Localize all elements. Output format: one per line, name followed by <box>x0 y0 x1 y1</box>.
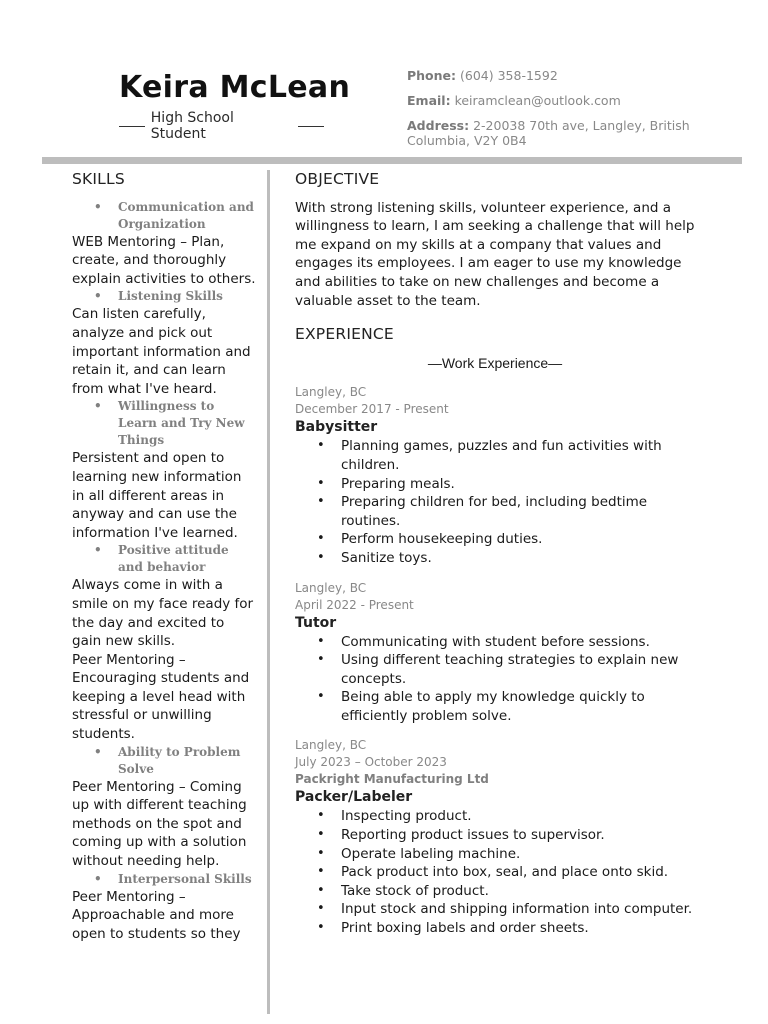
duty-text: Preparing meals. <box>341 475 455 492</box>
address-line2: Columbia, V2Y 0B4 <box>407 133 527 148</box>
job-duties <box>295 807 710 937</box>
skill-heading <box>72 744 257 778</box>
bullet-icon: • <box>317 549 325 565</box>
job-duties <box>295 437 710 567</box>
duty-item <box>295 826 710 845</box>
bullet-icon: • <box>317 689 325 705</box>
bullet-icon: • <box>317 827 325 843</box>
job-location: Langley, BC <box>295 385 367 400</box>
subtitle-rule-left <box>119 126 145 127</box>
skill-item <box>72 288 257 398</box>
address-label: Address: <box>407 118 470 133</box>
column-divider <box>267 170 270 1014</box>
duty-text: Pack product into box, seal, and place onto skid. <box>341 864 669 881</box>
skill-item <box>72 871 257 944</box>
skill-heading <box>72 398 257 449</box>
duty-item <box>295 863 710 882</box>
duty-text: Using different teaching strategies to explain new concepts. <box>341 652 679 687</box>
phone-label: Phone: <box>407 68 457 83</box>
objective-title: OBJECTIVE <box>295 170 380 188</box>
skill-description: Peer Mentoring – Coming up with different teaching methods on the spot and coming up with a solution without needing help. <box>72 778 247 870</box>
contact-block <box>407 68 707 158</box>
duty-item <box>295 900 710 919</box>
bullet-icon: • <box>94 543 102 558</box>
job-title: Packer/Labeler <box>295 789 413 806</box>
job-entry <box>295 384 710 567</box>
bullet-icon: • <box>94 399 102 414</box>
skill-description: Can listen carefully, analyze and pick out important information and retain it, and can learn from what I've heard. <box>72 306 251 397</box>
resume-name: Keira McLean <box>119 70 351 105</box>
bullet-icon: • <box>317 864 325 880</box>
bullet-icon: • <box>317 531 325 547</box>
contact-email <box>407 93 707 108</box>
bullet-icon: • <box>317 438 325 454</box>
duty-item <box>295 549 710 568</box>
bullet-icon: • <box>94 199 102 214</box>
bullet-icon: • <box>94 744 102 759</box>
duty-text: Planning games, puzzles and fun activities with children. <box>341 438 662 473</box>
header-divider <box>42 157 742 164</box>
bullet-icon: • <box>317 633 325 649</box>
skill-item <box>72 398 257 542</box>
job-entry <box>295 580 710 726</box>
duty-item <box>295 882 710 901</box>
email-value: keiramclean@outlook.com <box>454 93 621 108</box>
duty-item <box>295 688 710 725</box>
phone-value: (604) 358-1592 <box>460 68 558 83</box>
duty-text: Inspecting product. <box>341 808 472 825</box>
email-label: Email: <box>407 93 451 108</box>
job-dates: April 2022 - Present <box>295 597 414 612</box>
job-location: Langley, BC <box>295 580 367 595</box>
duty-item <box>295 437 710 474</box>
subtitle-text: High School Student <box>150 110 234 142</box>
job-location: Langley, BC <box>295 738 367 753</box>
skills-column <box>72 170 257 943</box>
duty-item <box>295 845 710 864</box>
work-experience-subtitle: —Work Experience— <box>427 354 563 371</box>
duty-text: Operate labeling machine. <box>341 845 521 862</box>
job-title: Babysitter <box>295 419 378 436</box>
bullet-icon: • <box>317 808 325 824</box>
subtitle-rule-right <box>298 126 324 127</box>
bullet-icon: • <box>317 882 325 898</box>
job-title: Tutor <box>295 614 337 631</box>
skill-heading-text: Communication and Organization <box>118 199 254 231</box>
skill-heading <box>72 542 257 576</box>
bullet-icon: • <box>317 845 325 861</box>
duty-item <box>295 493 710 530</box>
bullet-icon: • <box>317 920 325 936</box>
skill-description-extra: Peer Mentoring – Encouraging students and keeping a level head with stressful or unwilling students. <box>72 651 250 743</box>
job-company: Packright Manufacturing Ltd <box>295 772 489 787</box>
duty-text: Print boxing labels and order sheets. <box>341 920 589 937</box>
skill-description: WEB Mentoring – Plan, create, and thoroughly explain activities to others. <box>72 233 256 287</box>
skill-heading-text: Interpersonal Skills <box>118 871 252 886</box>
duty-item <box>295 475 710 494</box>
skill-heading <box>72 288 257 305</box>
duty-item <box>295 633 710 652</box>
bullet-icon: • <box>317 475 325 491</box>
skill-description: Persistent and open to learning new information in all different areas in anyway and can use the information I've learned. <box>72 450 242 541</box>
bullet-icon: • <box>317 901 325 917</box>
main-column <box>295 170 710 950</box>
job-entry <box>295 737 710 937</box>
skill-heading-text: Positive attitude and behavior <box>118 543 229 575</box>
skill-heading-text: Willingness to Learn and Try New Things <box>118 399 245 448</box>
skill-item <box>72 542 257 743</box>
duty-text: Communicating with student before sessions. <box>341 633 650 650</box>
duty-item <box>295 807 710 826</box>
address-line1: 2-20038 70th ave, Langley, British <box>473 118 690 133</box>
skill-heading-text: Listening Skills <box>118 289 223 304</box>
skill-heading-text: Ability to Problem Solve <box>118 744 241 776</box>
bullet-icon: • <box>94 289 102 304</box>
duty-text: Perform housekeeping duties. <box>341 531 543 548</box>
experience-title: EXPERIENCE <box>295 325 394 344</box>
duty-item <box>295 919 710 938</box>
resume-subtitle <box>119 110 324 142</box>
skill-description: Peer Mentoring – Approachable and more open to students so they <box>72 888 241 942</box>
contact-address <box>407 118 707 148</box>
bullet-icon: • <box>317 652 325 668</box>
bullet-icon: • <box>94 871 102 886</box>
job-duties <box>295 633 710 726</box>
skills-title: SKILLS <box>72 170 125 188</box>
contact-phone <box>407 68 707 83</box>
skill-description: Always come in with a smile on my face ready for the day and excited to gain new skills. <box>72 577 254 650</box>
skill-item <box>72 744 257 871</box>
duty-text: Preparing children for bed, including bedtime routines. <box>341 494 648 529</box>
duty-text: Input stock and shipping information into computer. <box>341 901 693 918</box>
skill-heading <box>72 199 257 233</box>
skill-item <box>72 199 257 289</box>
duty-text: Take stock of product. <box>341 882 489 899</box>
duty-text: Being able to apply my knowledge quickly to efficiently problem solve. <box>341 689 645 724</box>
duty-text: Sanitize toys. <box>341 549 432 566</box>
job-dates: December 2017 - Present <box>295 402 449 417</box>
skill-heading <box>72 871 257 888</box>
bullet-icon: • <box>317 494 325 510</box>
job-dates: July 2023 – October 2023 <box>295 755 447 770</box>
duty-item <box>295 530 710 549</box>
objective-text: With strong listening skills, volunteer experience, and a willingness to learn, I am seeking a challenge that will help me expand on my skills at a company that values and engages its employees. I am eager to use my knowledge and abilities to take on new challenges and become a valuable asset to the team. <box>295 199 695 309</box>
duty-text: Reporting product issues to supervisor. <box>341 827 605 844</box>
duty-item <box>295 651 710 688</box>
